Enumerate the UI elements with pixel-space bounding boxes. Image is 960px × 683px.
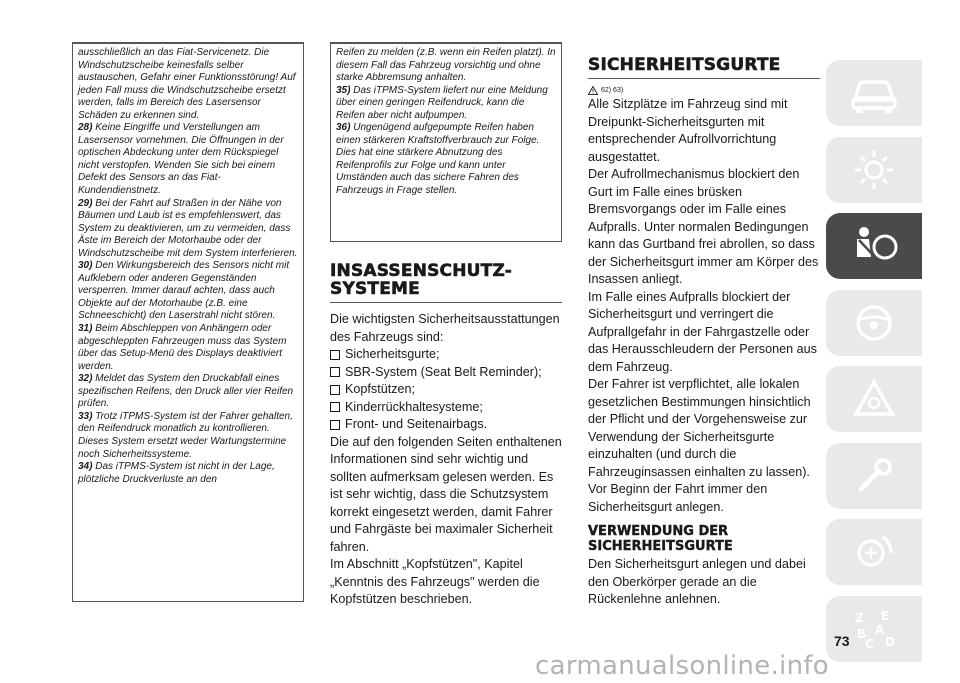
note-text: Das iTPMS-System liefert nur eine Meldung über einen geringen Reifendruck, kann die Reifen aber nicht aufpumpen. [336,84,548,121]
list-item-label: Front- und Seitenairbags. [345,417,488,431]
checkbox-bullet-icon [330,367,340,377]
note-number: 36) [336,122,351,134]
section-title: SICHERHEITSGURTE [588,56,820,79]
index-letters-icon [847,606,901,652]
checkbox-bullet-icon [330,420,340,430]
paragraph: Der Aufrollmechanismus blockiert den Gurt im Falle eines brüsken Bremsvorgangs oder im Falle eines Aufpralls. Unter normalen Bedingungen kann das Gurtband frei abrollen, so dass der Sicherheitsgurt immer am Körper des Insassen anliegt. [588,167,819,286]
wrench-icon [847,453,901,499]
section-sicherheitsgurte [588,56,820,609]
svg-text:A: A [875,622,885,637]
section-insassenschutz [330,262,562,609]
paragraph: Vor Beginn der Fahrt immer den Sicherheitsgurt anlegen. [588,482,768,514]
list-item [330,364,562,382]
warning-triangle-icon [588,86,598,95]
section-title: INSASSENSCHUTZ-SYSTEME [330,262,562,303]
note-text: Meldet das System den Druckabfall eines spezifischen Reifens, den Druck aller vier Reifen prüfen. [78,373,294,410]
note-text: Trotz iTPMS-System ist der Fahrer gehalten, den Reifendruck monatlich zu kontrollieren. Dieses System ersetzt weder Wartungstermine noch Sicherheitssysteme. [78,410,293,460]
note-number: 32) [78,373,93,385]
paragraph: Die wichtigsten Sicherheitsausstattungen des Fahrzeugs sind: [330,312,560,344]
note-text: Das iTPMS-System ist nicht in der Lage, plötzliche Druckverluste an den [78,461,275,485]
note-number: 34) [78,461,93,473]
chapter-tab-multimedia[interactable] [826,519,922,585]
chapter-tab-index[interactable] [826,596,922,662]
svg-text:B: B [857,626,867,641]
note-text: Bei der Fahrt auf Straßen in der Nähe von Bäumen und Laub ist es empfehlenswert, das System zu deaktivieren, um zu vermeiden, dass Äste im Bereich der Motorhaube oder der Windschutzscheibe mit dem System interferieren. [78,197,298,259]
reference-numbers: 62) 63) [601,86,624,94]
note-text: ausschließlich an das Fiat-Servicenetz. Die Windschutzscheibe keinesfalls selber austauschen, Gefahr einer Funktionsstörung! Auf jeden Fall muss die Windschutzscheibe ersetzt werden, falls im Bereich des Lasersensor Schäden zu erkennen sind. [78,47,296,121]
paragraph: Den Sicherheitsgurt anlegen und dabei den Oberkörper gerade an die Rückenlehne anlehnen. [588,557,806,606]
checkbox-bullet-icon [330,385,340,395]
list-item-label: Kinderrückhaltesysteme; [345,399,483,414]
svg-text:E: E [881,608,890,623]
page-number: 73 [834,633,850,649]
note-item [336,85,556,123]
note-item [78,411,298,461]
note-text: Reifen zu melden (z.B. wenn ein Reifen platzt). In diesem Fall das Fahrzeug vorsichtig und ohne starke Abbremsung anhalten. [336,47,556,84]
multimedia-icon [847,529,901,575]
list-item-label: Kopfstützen; [345,382,416,396]
note-item [78,122,298,197]
note-number: 30) [78,260,93,272]
paragraph: Im Abschnitt „Kopfstützen", Kapitel „Kenntnis des Fahrzeugs" werden die Kopfstützen beschrieben. [330,557,540,606]
note-text: Den Wirkungsbereich des Sensors nicht mit Aufklebern oder anderen Gegenständen versperren. Immer darauf achten, dass auch Objekte auf der Motorhaube (z.B. eine Schneeschicht) den Laserstrahl nicht stören. [78,260,290,322]
chapter-tabs [826,60,922,672]
steering-wheel-icon [847,300,901,346]
dashboard-lights-icon [847,147,901,193]
note-number: 31) [78,323,93,335]
note-text: Ungenügend aufgepumpte Reifen haben einen stärkeren Kraftstoffverbrauch zur Folge. Dies hat eine stärkere Abnutzung des Reifenprofils zur Folge und kann unter Umständen auch das sichere Fahren des Fahrzeugs in Frage stellen. [336,122,540,197]
note-number: 33) [78,410,93,422]
chapter-tab-driving[interactable] [826,290,922,356]
svg-text:D: D [885,634,895,649]
paragraph: Die auf den folgenden Seiten enthaltenen Informationen sind sehr wichtig und sollten aufmerksam gelesen werden. Es ist sehr wichtig, dass die Schutzsystem korrekt eingesetzt werden, damit Fahrer und Fahrgäste bei maximaler Sicherheit fahren. [330,434,562,554]
paragraph: Alle Sitzplätze im Fahrzeug sind mit Dreipunkt-Sicherheitsgurten mit entsprechender Aufrollvorrichtung ausgestattet. [588,97,788,164]
paragraph: Der Fahrer ist verpflichtet, alle lokalen gesetzlichen Bestimmungen hinsichtlich der Pflicht und der Vorgehensweise zur Verwendung der Sicherheitsgurte einzuhalten (und durch die Fahrzeuginsassen einhalten zu lassen). [588,377,811,479]
notes-box-middle [330,42,562,242]
notes-box-left [72,42,304,602]
seatbelt-airbag-icon [847,223,901,269]
chapter-tab-dashboard[interactable] [826,137,922,203]
note-text: Keine Eingriffe und Verstellungen am Lasersensor vornehmen. Die Öffnungen in der optischen Abdeckung unter dem Rückspiegel nicht verstopfen. Wenden Sie sich bei einem Defekt des Sensors an das Fiat-Kundendienstnetz. [78,122,284,197]
checkbox-bullet-icon [330,402,340,412]
note-item [78,198,298,261]
list-item-label: Sicherheitsgurte; [345,347,440,361]
watermark: carmanualsonline.info [535,651,830,681]
car-icon [847,70,901,116]
note-item [336,47,556,85]
list-item-label: SBR-System (Seat Belt Reminder); [345,364,542,379]
list-item [330,381,562,399]
svg-text:C: C [865,636,874,651]
chapter-tab-safety[interactable] [826,213,922,279]
note-item [78,47,298,122]
note-number: 28) [78,122,93,134]
list-item [330,416,562,434]
safety-list [330,346,562,434]
chapter-tab-vehicle[interactable] [826,60,922,126]
list-item [330,346,562,364]
note-item [78,461,298,486]
chapter-tab-maintenance[interactable] [826,443,922,509]
note-item [78,323,298,373]
chapter-tab-emergency[interactable] [826,366,922,432]
warning-references [588,84,820,96]
note-item [78,373,298,411]
subsection-title: VERWENDUNG DER SICHERHEITSGURTE [588,524,733,554]
note-text: Beim Abschleppen von Anhängern oder abgeschleppten Fahrzeugen muss das System über das Setup-Menü des Displays deaktiviert werden. [78,323,287,372]
warning-triangle-icon [847,376,901,422]
checkbox-bullet-icon [330,350,340,360]
note-item [336,122,556,197]
note-number: 35) [336,84,351,96]
note-number: 29) [78,197,93,209]
note-item [78,260,298,323]
svg-text:Z: Z [855,610,864,625]
paragraph: Im Falle eines Aufpralls blockiert der Sicherheitsgurt und verringert die Aufprallgefahr in der Fahrgastzelle oder das Herausschleudern der Personen aus dem Fahrzeug. [588,289,817,374]
list-item [330,399,562,417]
